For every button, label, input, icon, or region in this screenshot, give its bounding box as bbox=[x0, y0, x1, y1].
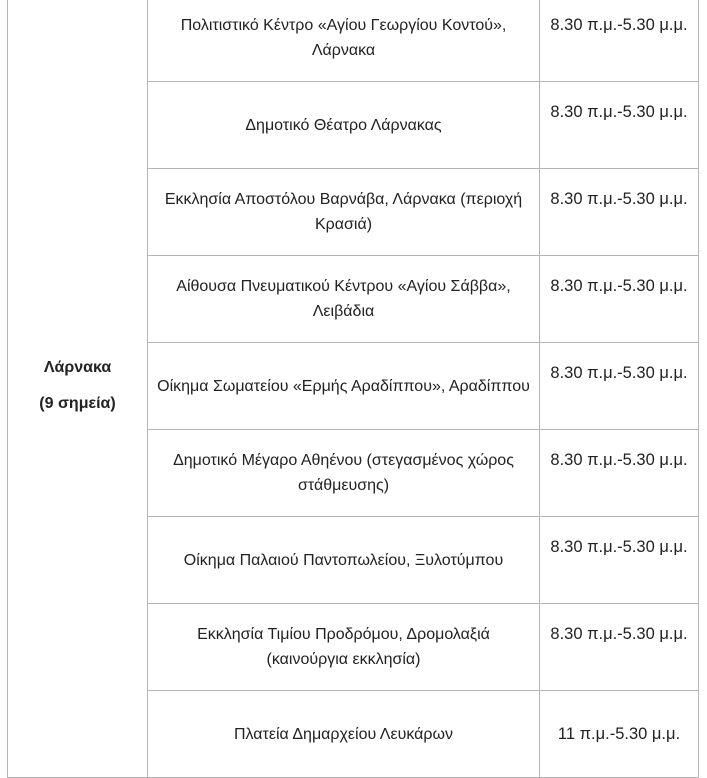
location-cell: Εκκλησία Τιμίου Προδρόμου, Δρομολαξιά (καινούργια εκκλησία) bbox=[148, 604, 540, 691]
location-cell: Δημοτικό Μέγαρο Αθηένου (στεγασμένος χώρος στάθμευσης) bbox=[148, 430, 540, 517]
location-cell: Οίκημα Παλαιού Παντοπωλείου, Ξυλοτύμπου bbox=[148, 517, 540, 604]
vaccination-points-table bbox=[7, 0, 699, 778]
hours-cell: 11 π.μ.-5.30 μ.μ. bbox=[540, 691, 699, 778]
location-cell: Πολιτιστικό Κέντρο «Αγίου Γεωργίου Κοντού», Λάρνακα bbox=[148, 0, 540, 82]
location-cell: Πλατεία Δημαρχείου Λευκάρων bbox=[148, 691, 540, 778]
hours-cell: 8.30 π.μ.-5.30 μ.μ. bbox=[540, 256, 699, 343]
schedule-table-wrapper bbox=[7, 0, 699, 778]
location-cell: Εκκλησία Αποστόλου Βαρνάβα, Λάρνακα (περιοχή Κρασιά) bbox=[148, 169, 540, 256]
hours-cell: 8.30 π.μ.-5.30 μ.μ. bbox=[540, 0, 699, 82]
hours-cell: 8.30 π.μ.-5.30 μ.μ. bbox=[540, 517, 699, 604]
location-cell: Αίθουσα Πνευματικού Κέντρου «Αγίου Σάββα», Λειβάδια bbox=[148, 256, 540, 343]
hours-cell: 8.30 π.μ.-5.30 μ.μ. bbox=[540, 169, 699, 256]
region-point-count: (9 σημεία) bbox=[39, 395, 116, 412]
location-cell: Δημοτικό Θέατρο Λάρνακας bbox=[148, 82, 540, 169]
location-cell: Οίκημα Σωματείου «Ερμής Αραδίππου», Αραδίππου bbox=[148, 343, 540, 430]
hours-cell: 8.30 π.μ.-5.30 μ.μ. bbox=[540, 343, 699, 430]
hours-cell: 8.30 π.μ.-5.30 μ.μ. bbox=[540, 82, 699, 169]
region-cell bbox=[8, 0, 148, 778]
table-row bbox=[8, 0, 699, 82]
hours-cell: 8.30 π.μ.-5.30 μ.μ. bbox=[540, 430, 699, 517]
hours-cell: 8.30 π.μ.-5.30 μ.μ. bbox=[540, 604, 699, 691]
region-name: Λάρνακα bbox=[43, 359, 112, 376]
